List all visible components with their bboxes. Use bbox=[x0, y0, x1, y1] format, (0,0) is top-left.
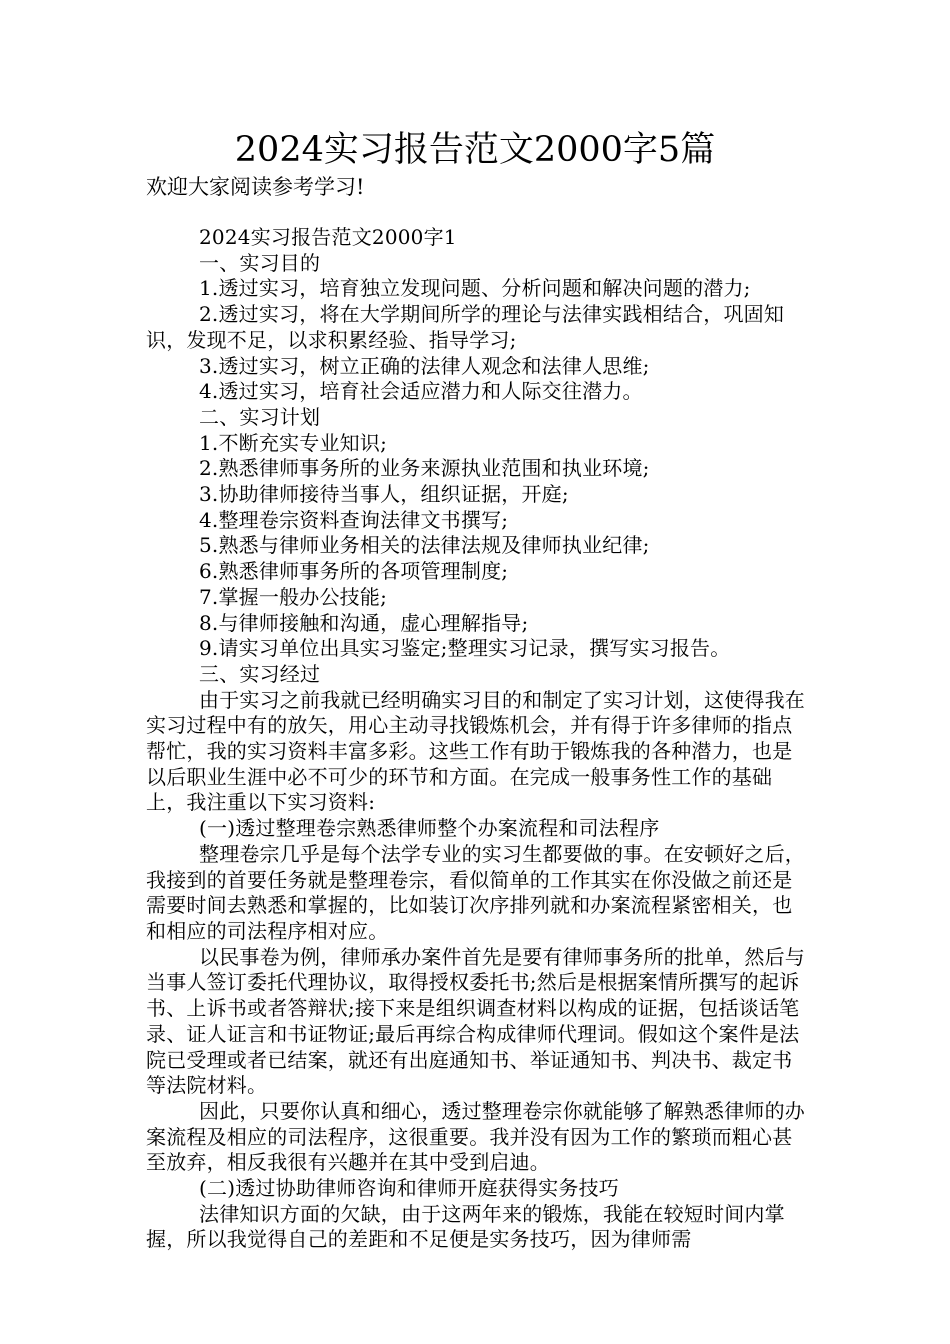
list-item: 3.透过实习，树立正确的法律人观念和法律人思维; bbox=[199, 353, 650, 378]
list-item: 1.透过实习，培育独立发现问题、分析问题和解决问题的潜力; bbox=[199, 276, 751, 301]
list-item: 9.请实习单位出具实习鉴定;整理实习记录，撰写实习报告。 bbox=[199, 636, 731, 661]
subsection-heading: (二)透过协助律师咨询和律师开庭获得实务技巧 bbox=[199, 1176, 620, 1201]
section-heading: 三、实习经过 bbox=[199, 661, 321, 686]
list-item: 4.整理卷宗资料查询法律文书撰写; bbox=[199, 507, 509, 532]
subsection-heading: (一)透过整理卷宗熟悉律师整个办案流程和司法程序 bbox=[199, 816, 660, 841]
section-heading: 二、实习计划 bbox=[199, 404, 321, 429]
document-title: 2024实习报告范文2000字5篇 bbox=[234, 130, 716, 170]
document-body bbox=[146, 225, 806, 1253]
welcome-line: 欢迎大家阅读参考学习! bbox=[146, 175, 365, 199]
list-item: 8.与律师接触和沟通，虚心理解指导; bbox=[199, 610, 529, 635]
body-paragraph: 因此，只要你认真和细心，透过整理卷宗你就能够了解熟悉律师的办案流程及相应的司法程序，这很重要。我并没有因为工作的繁琐而粗心甚至放弃，相反我很有兴趣并在其中受到启迪。 bbox=[146, 1098, 805, 1175]
list-item: 5.熟悉与律师业务相关的法律法规及律师执业纪律; bbox=[199, 533, 650, 558]
body-paragraph: 整理卷宗几乎是每个法学专业的实习生都要做的事。在安顿好之后，我接到的首要任务就是整理卷宗，看似简单的工作其实在你没做之前还是需要时间去熟悉和掌握的，比如装订次序排列就和办案流程紧密相关，也和相应的司法程序相对应。 bbox=[146, 841, 805, 943]
list-item: 4.透过实习，培育社会适应潜力和人际交往潜力。 bbox=[199, 379, 643, 404]
body-paragraph: 以民事卷为例，律师承办案件首先是要有律师事务所的批单，然后与当事人签订委托代理协议，取得授权委托书;然后是根据案情所撰写的起诉书、上诉书或者答辩状;接下来是组织调查材料以构成的证据，包括谈话笔录、证人证言和书证物证;最后再综合构成律师代理词。假如这个案件是法院已受理或者已结案，就还有出庭通知书、举证通知书、判决书、裁定书等法院材料。 bbox=[146, 944, 805, 1098]
list-item: 3.协助律师接待当事人，组织证据，开庭; bbox=[199, 482, 569, 507]
list-item: 2.透过实习，将在大学期间所学的理论与法律实践相结合，巩固知识，发现不足，以求积累经验、指导学习; bbox=[146, 302, 785, 352]
section-heading: 2024实习报告范文2000字1 bbox=[199, 225, 457, 249]
list-item: 1.不断充实专业知识; bbox=[199, 430, 388, 455]
section-heading: 一、实习目的 bbox=[199, 250, 321, 275]
list-item: 6.熟悉律师事务所的各项管理制度; bbox=[199, 559, 509, 584]
list-item: 7.掌握一般办公技能; bbox=[199, 584, 388, 609]
body-paragraph: 由于实习之前我就已经明确实习目的和制定了实习计划，这使得我在实习过程中有的放矢，用心主动寻找锻炼机会，并有得于许多律师的指点帮忙，我的实习资料丰富多彩。这些工作有助于锻炼我的各种潜力，也是以后职业生涯中必不可少的环节和方面。在完成一般事务性工作的基础上，我注重以下实习资料: bbox=[146, 687, 805, 815]
list-item: 2.熟悉律师事务所的业务来源执业范围和执业环境; bbox=[199, 456, 650, 481]
body-paragraph: 法律知识方面的欠缺，由于这两年来的锻炼，我能在较短时间内掌握，所以我觉得自己的差距和不足便是实务技巧，因为律师需 bbox=[146, 1201, 785, 1252]
